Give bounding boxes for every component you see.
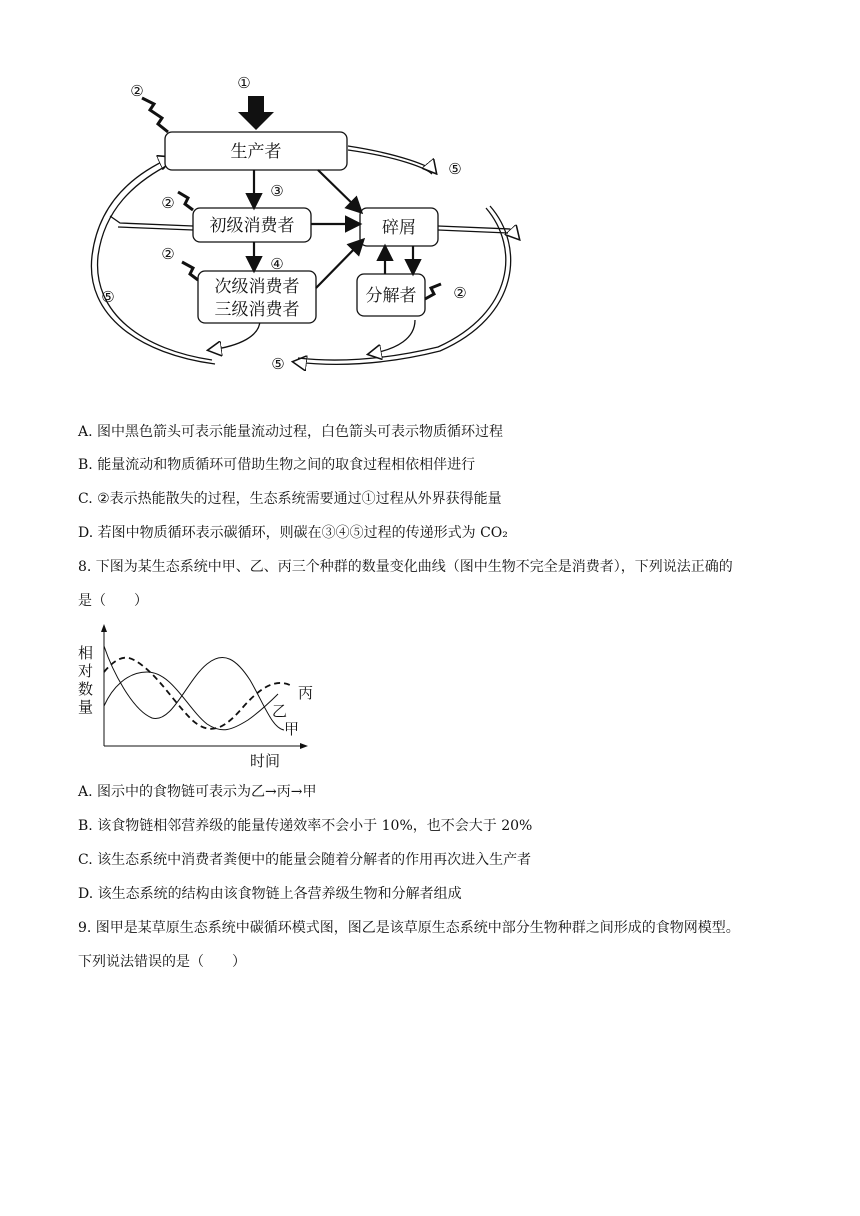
series-label-jia: 甲 <box>284 720 300 738</box>
cycle-arc-left <box>91 158 215 364</box>
q8-option-a: A. 图示中的食物链可表示为乙→丙→甲 <box>78 784 317 800</box>
q9-stem-line1: 9. 图甲是某草原生态系统中碳循环模式图，图乙是该草原生态系统中部分生物种群之间形成的食物网模型。 <box>78 920 740 936</box>
mark-2-primary: ② <box>161 194 175 212</box>
y-label-1: 相 <box>78 644 94 662</box>
heat-loss-producer <box>142 98 168 132</box>
mark-5-bottom: ⑤ <box>271 355 285 373</box>
mark-3: ③ <box>270 182 284 200</box>
mark-2-secondary: ② <box>161 245 175 263</box>
population-graph <box>72 620 332 770</box>
energy-input-arrow <box>238 96 274 130</box>
q8-stem-line2: 是（ ） <box>78 593 148 609</box>
heat-loss-decomposer <box>425 284 441 299</box>
q7-option-c: C. ②表示热能散失的过程，生态系统需要通过①过程从外界获得能量 <box>78 491 502 507</box>
series-yi <box>104 672 278 730</box>
mark-5-left: ⑤ <box>101 288 115 306</box>
q9-stem-line2: 下列说法错误的是（ ） <box>78 954 246 970</box>
y-label-2: 对 <box>78 662 94 680</box>
mark-5-right: ⑤ <box>448 160 462 178</box>
q7-option-a: A. 图中黑色箭头可表示能量流动过程，白色箭头可表示物质循环过程 <box>78 424 504 440</box>
ecosystem-flow-diagram <box>80 66 540 384</box>
q7-option-b: B. 能量流动和物质循环可借助生物之间的取食过程相依相伴进行 <box>78 457 476 473</box>
q8-stem-line1: 8. 下图为某生态系统中甲、乙、丙三个种群的数量变化曲线（图中生物不完全是消费者），下列说法正确的 <box>78 559 733 575</box>
y-label-3: 数 <box>78 680 94 698</box>
x-label: 时间 <box>250 752 281 770</box>
primary-consumer-label: 初级消费者 <box>209 216 295 236</box>
q8-option-c: C. 该生态系统中消费者粪便中的能量会随着分解者的作用再次进入生产者 <box>78 852 532 868</box>
series-bing <box>104 658 292 729</box>
mark-2-decomposer: ② <box>453 284 467 302</box>
mark-1: ① <box>237 74 251 92</box>
producer-label: 生产者 <box>230 142 282 162</box>
secondary-consumer-label-2: 三级消费者 <box>214 300 300 320</box>
series-label-yi: 乙 <box>272 702 288 720</box>
series-label-bing: 丙 <box>298 684 314 702</box>
heat-loss-secondary <box>182 262 198 280</box>
q8-option-d: D. 该生态系统的结构由该食物链上各营养级生物和分解者组成 <box>78 886 462 902</box>
detritus-label: 碎屑 <box>382 218 416 238</box>
decomposer-label: 分解者 <box>365 286 417 306</box>
mark-2-producer: ② <box>130 82 144 100</box>
heat-loss-primary <box>178 192 193 210</box>
secondary-consumer-label-1: 次级消费者 <box>214 277 300 297</box>
y-label-4: 量 <box>78 698 94 716</box>
q8-option-b: B. 该食物链相邻营养级的能量传递效率不会小于 10%，也不会大于 20% <box>78 818 533 834</box>
q7-option-d: D. 若图中物质循环表示碳循环，则碳在③④⑤过程的传递形式为 CO₂ <box>78 525 508 541</box>
mark-4: ④ <box>270 255 284 273</box>
